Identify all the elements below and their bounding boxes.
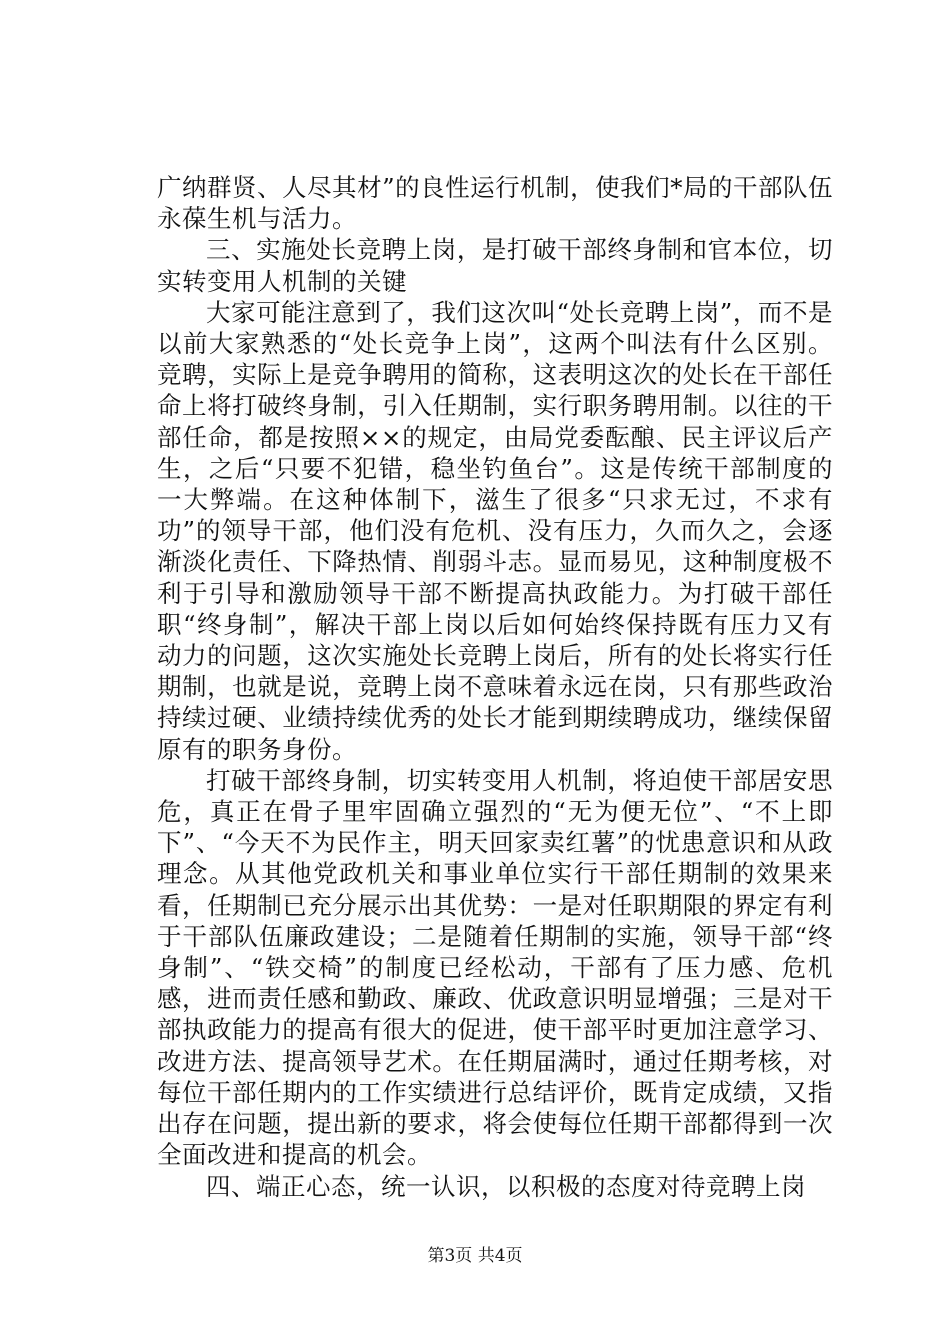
- paragraph-term-system: 打破干部终身制，切实转变用人机制，将迫使干部居安思危，真正在骨子里牢固确立强烈的“无为便无位”、“不上即下”、“今天不为民作主，明天回家卖红薯”的忧患意识和从政理念。从其他党政机关和事业单位实行干部任期制的效果来看，任期制已充分展示出其优势：一是对任职期限的界定有利于干部队伍廉政建设；二是随着任期制的实施，领导干部“终身制”、“铁交椅”的制度已经松动，干部有了压力感、危机感，进而责任感和勤政、廉政、优政意识明显增强；三是对干部执政能力的提高有很大的促进，使干部平时更加注意学习、改进方法、提高领导艺术。在任期届满时，通过任期考核，对每位干部任期内的工作实绩进行总结评价，既肯定成绩，又指出存在问题，提出新的要求，将会使每位任期干部都得到一次全面改进和提高的机会。: [157, 765, 833, 1170]
- paragraph-competitive-hiring: 大家可能注意到了，我们这次叫“处长竞聘上岗”，而不是以前大家熟悉的“处长竞争上岗”，这两个叫法有什么区别。竞聘，实际上是竞争聘用的简称，这表明这次的处长在干部任命上将打破终身制，引入任期制，实行职务聘用制。以往的干部任命，都是按照××的规定，由局党委酝酿、民主评议后产生，之后“只要不犯错，稳坐钓鱼台”。这是传统干部制度的一大弊端。在这种体制下，滋生了很多“只求无过，不求有功”的领导干部，他们没有危机、没有压力，久而久之，会逐渐淡化责任、下降热情、削弱斗志。显而易见，这种制度极不利于引导和激励领导干部不断提高执政能力。为打破干部任职“终身制”，解决干部上岗以后如何始终保持既有压力又有动力的问题，这次实施处长竞聘上岗后，所有的处长将实行任期制，也就是说，竞聘上岗不意味着永远在岗，只有那些政治持续过硬、业绩持续优秀的处长才能到期续聘成功，继续保留原有的职务身份。: [157, 297, 833, 764]
- paragraph-continuation: 广纳群贤、人尽其材”的良性运行机制，使我们*局的干部队伍永葆生机与活力。: [157, 173, 833, 234]
- document-body: [157, 172, 833, 1202]
- section-heading-four: 四、端正心态，统一认识，以积极的态度对待竞聘上岗: [206, 1171, 806, 1201]
- page-number-footer: 第3页 共4页: [427, 1246, 523, 1266]
- section-heading-three: 三、实施处长竞聘上岗，是打破干部终身制和官本位，切实转变用人机制的关键: [157, 235, 833, 296]
